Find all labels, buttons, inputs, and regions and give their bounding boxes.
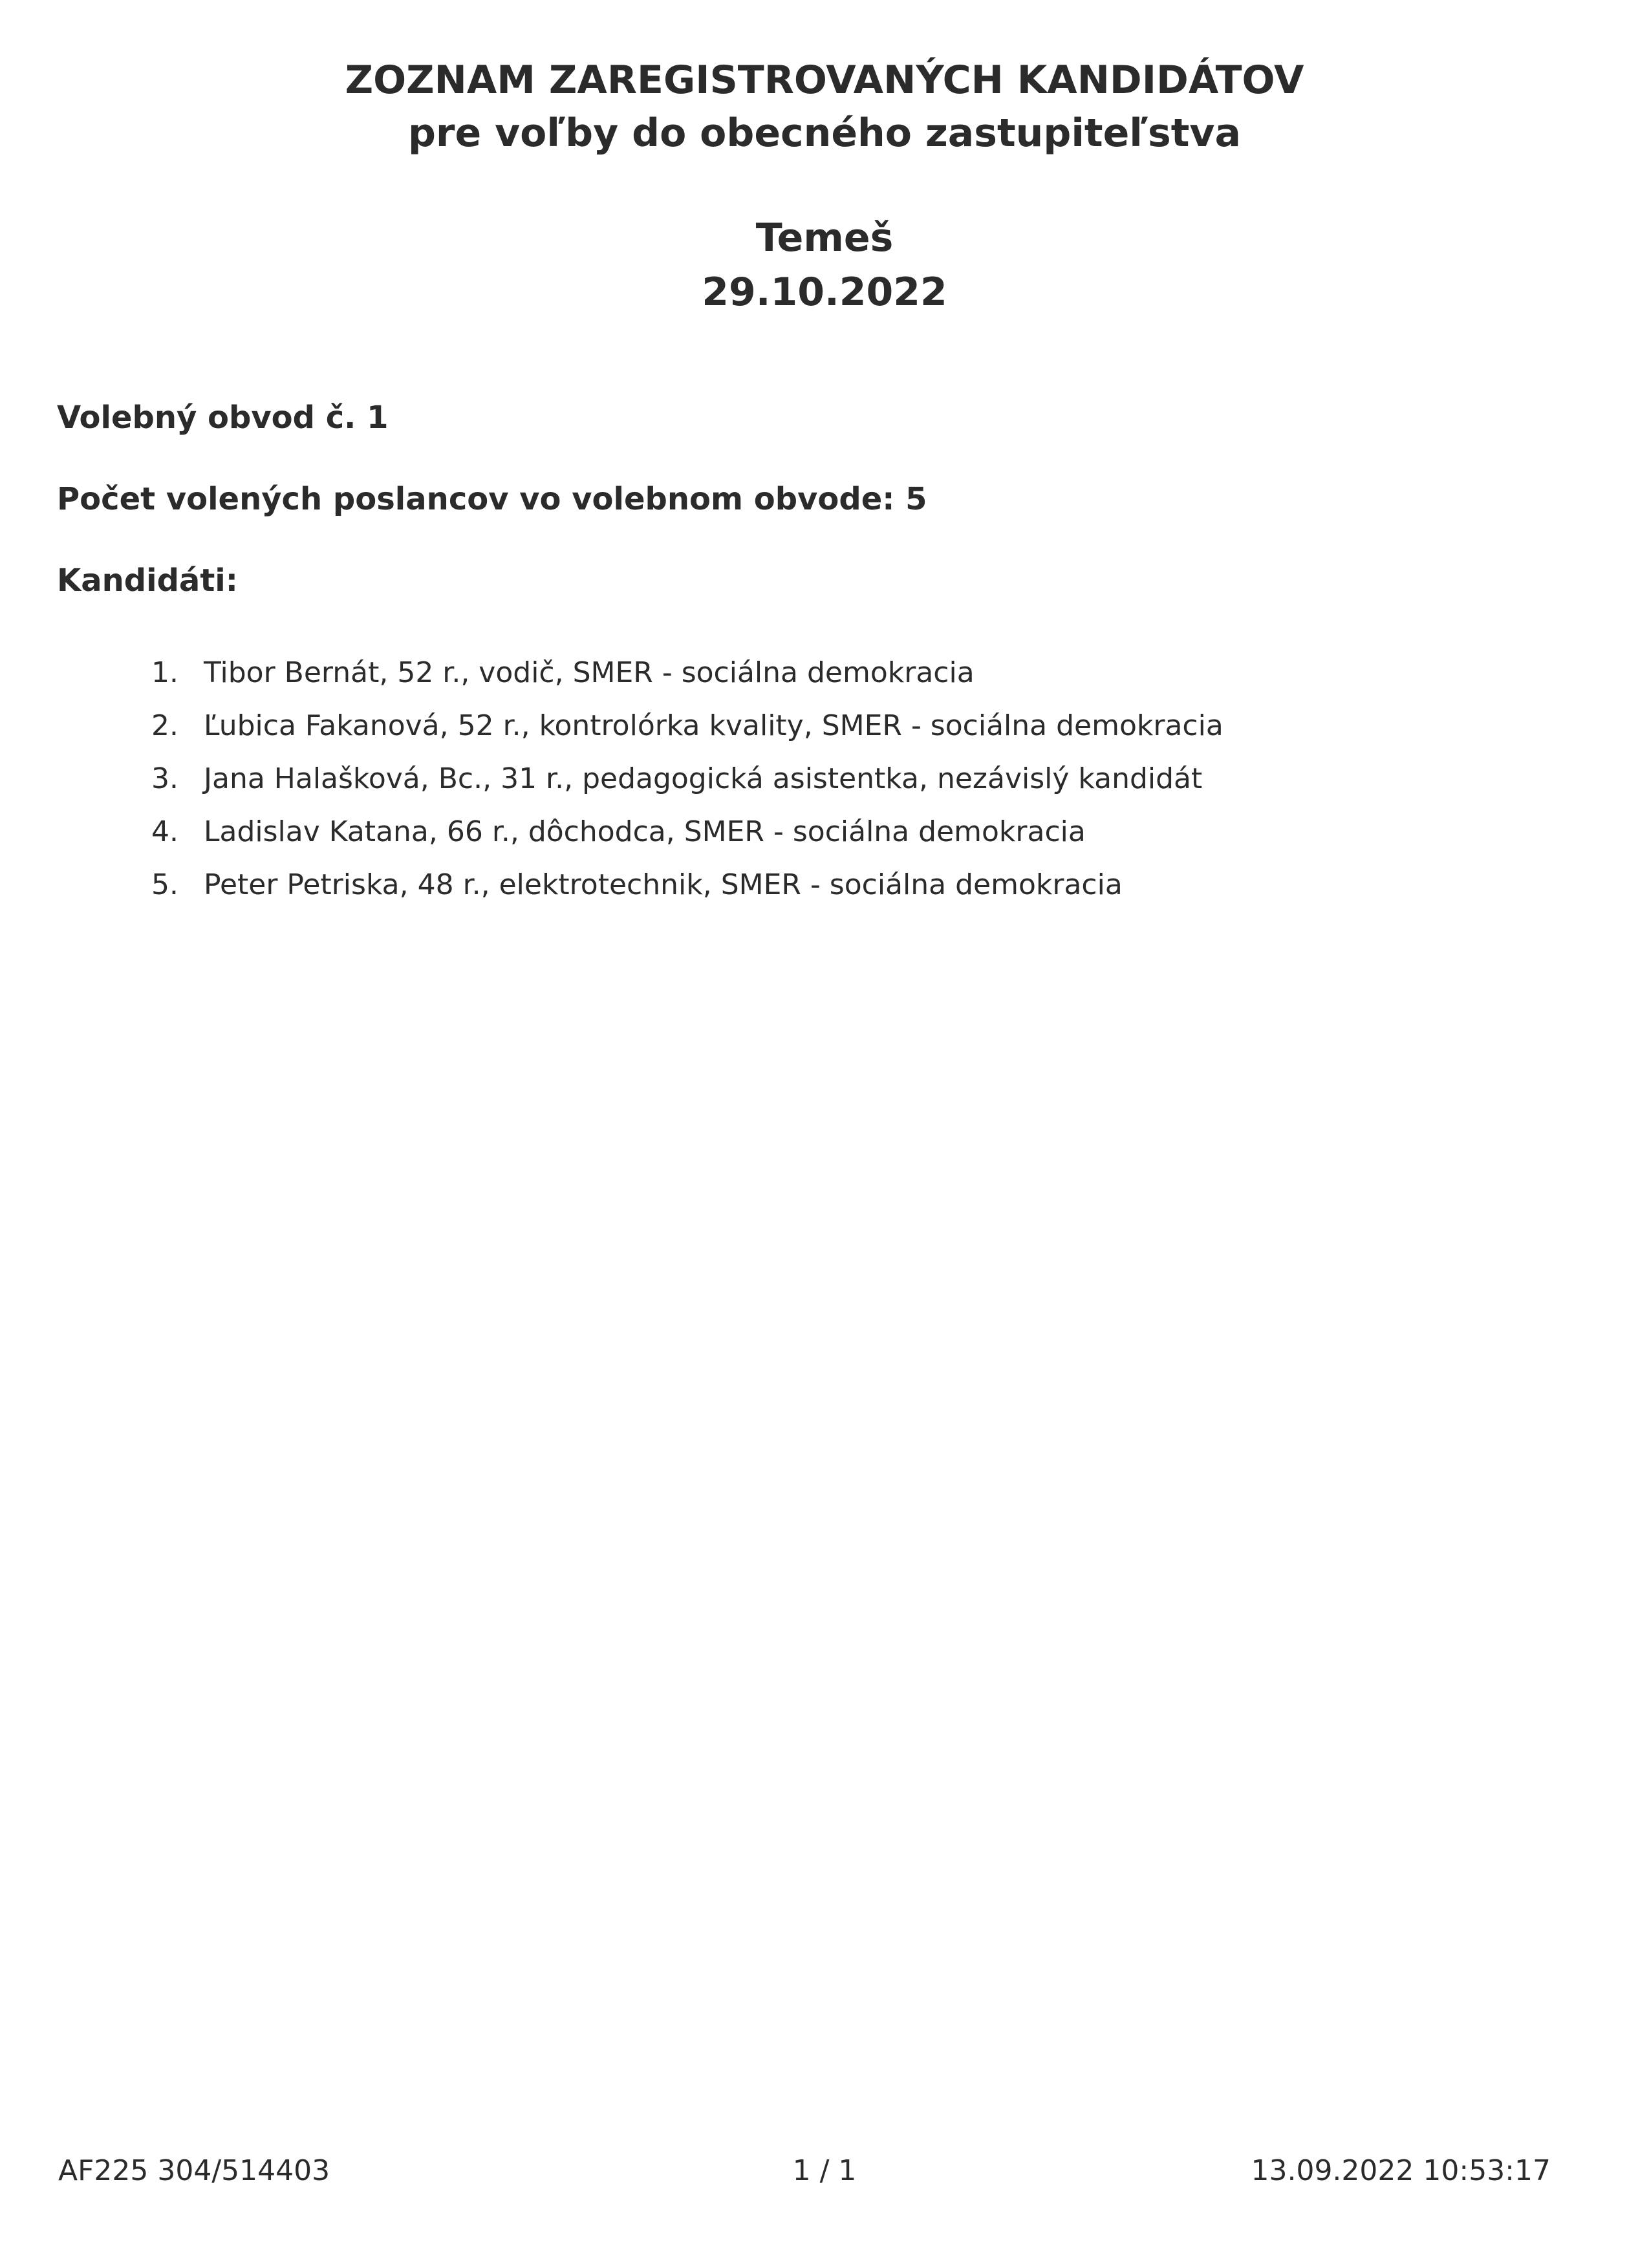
print-timestamp: 13.09.2022 10:53:17 [1251, 2154, 1551, 2187]
candidate-item [0, 706, 1649, 759]
candidate-number: 1. [151, 656, 178, 689]
candidate-number: 5. [151, 868, 178, 901]
candidate-text: Jana Halašková, Bc., 31 r., pedagogická asistentka, nezávislý kandidát [204, 762, 1203, 795]
candidate-number: 2. [151, 709, 178, 742]
page-number: 1 / 1 [792, 2154, 857, 2187]
candidate-item [0, 759, 1649, 812]
candidate-item [0, 653, 1649, 706]
candidate-item [0, 812, 1649, 865]
candidate-text: Ladislav Katana, 66 r., dôchodca, SMER - sociálna demokracia [204, 815, 1086, 848]
candidate-list [0, 653, 1649, 918]
document-subtitle: pre voľby do obecného zastupiteľstva [407, 111, 1242, 156]
candidate-item [0, 865, 1649, 918]
candidate-number: 4. [151, 815, 178, 848]
municipality-name: Temeš [755, 215, 894, 261]
seats-count-label: Počet volených poslancov vo volebnom obvode: 5 [57, 481, 927, 517]
document-title: ZOZNAM ZAREGISTROVANÝCH KANDIDÁTOV [345, 58, 1304, 103]
document-id: AF225 304/514403 [58, 2154, 330, 2187]
candidate-text: Peter Petriska, 48 r., elektrotechnik, SMER - sociálna demokracia [204, 868, 1123, 901]
candidate-number: 3. [151, 762, 178, 795]
candidate-text: Ľubica Fakanová, 52 r., kontrolórka kvality, SMER - sociálna demokracia [204, 709, 1223, 742]
candidate-text: Tibor Bernát, 52 r., vodič, SMER - sociálna demokracia [204, 656, 975, 689]
electoral-district-label: Volebný obvod č. 1 [57, 400, 389, 436]
candidates-heading: Kandidáti: [57, 562, 238, 599]
election-date: 29.10.2022 [702, 270, 947, 315]
